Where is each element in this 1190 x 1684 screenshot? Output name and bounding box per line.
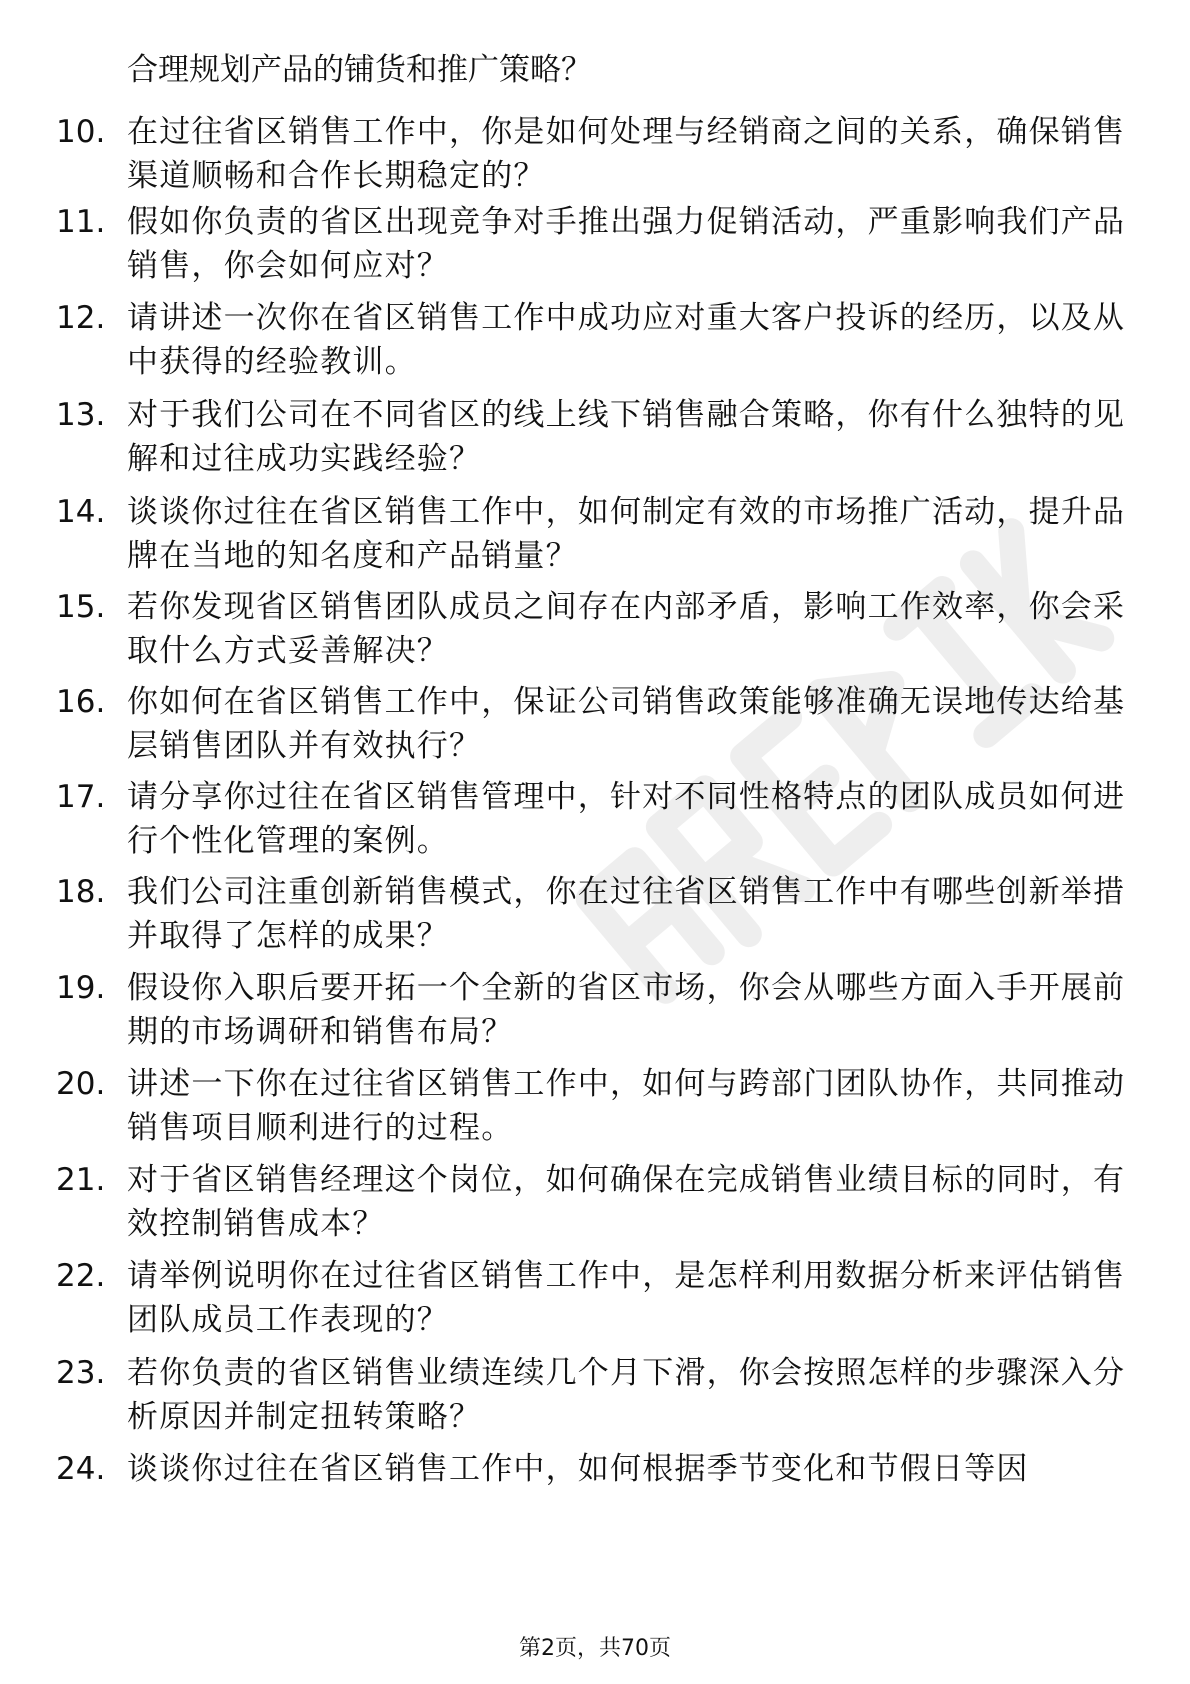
page-footer: 第2页，共70页 — [519, 1636, 671, 1661]
question-number: 20. — [56, 1066, 106, 1102]
question-number: 19. — [56, 970, 106, 1006]
question-number: 22. — [56, 1258, 106, 1294]
question-text: 讲述一下你在过往省区销售工作中，如何与跨部门团队协作，共同推动销售项目顺利进行的过程。 — [127, 1066, 1126, 1146]
question-text: 若你发现省区销售团队成员之间存在内部矛盾，影响工作效率，你会采取什么方式妥善解决？ — [127, 589, 1126, 669]
question-text: 你如何在省区销售工作中，保证公司销售政策能够准确无误地传达给基层销售团队并有效执行？ — [127, 684, 1126, 764]
question-number: 18. — [56, 874, 106, 910]
question-text: 谈谈你过往在省区销售工作中，如何制定有效的市场推广活动，提升品牌在当地的知名度和产品销量？ — [127, 494, 1126, 574]
question-number: 13. — [56, 397, 106, 433]
question-number: 14. — [56, 494, 106, 530]
question-number: 10. — [56, 114, 106, 150]
question-number: 21. — [56, 1162, 106, 1198]
question-number: 16. — [56, 684, 106, 720]
question-text: 谈谈你过往在省区销售工作中，如何根据季节变化和节假日等因 — [127, 1451, 1029, 1487]
question-text: 假设你入职后要开拓一个全新的省区市场，你会从哪些方面入手开展前期的市场调研和销售布局？ — [127, 970, 1126, 1050]
question-text: 对于省区销售经理这个岗位，如何确保在完成销售业绩目标的同时，有效控制销售成本？ — [127, 1162, 1126, 1242]
question-text: 我们公司注重创新销售模式，你在过往省区销售工作中有哪些创新举措并取得了怎样的成果？ — [127, 874, 1126, 954]
question-number: 24. — [56, 1451, 106, 1487]
question-number: 11. — [56, 204, 106, 240]
question-number: 15. — [56, 589, 106, 625]
question-text: 若你负责的省区销售业绩连续几个月下滑，你会按照怎样的步骤深入分析原因并制定扭转策略？ — [127, 1355, 1126, 1435]
question-text: 在过往省区销售工作中，你是如何处理与经销商之间的关系，确保销售渠道顺畅和合作长期稳定的？ — [127, 114, 1126, 194]
question-number: 17. — [56, 779, 106, 815]
continuation-text: 合理规划产品的铺货和推广策略？ — [127, 52, 592, 88]
question-text: 请讲述一次你在省区销售工作中成功应对重大客户投诉的经历，以及从中获得的经验教训。 — [127, 300, 1126, 380]
question-number: 12. — [56, 300, 106, 336]
question-text: 请举例说明你在过往省区销售工作中，是怎样利用数据分析来评估销售团队成员工作表现的？ — [127, 1258, 1126, 1338]
question-number: 23. — [56, 1355, 106, 1391]
question-text: 对于我们公司在不同省区的线上线下销售融合策略，你有什么独特的见解和过往成功实践经验？ — [127, 397, 1126, 477]
question-text: 假如你负责的省区出现竞争对手推出强力促销活动，严重影响我们产品销售，你会如何应对？ — [127, 204, 1126, 284]
question-text: 请分享你过往在省区销售管理中，针对不同性格特点的团队成员如何进行个性化管理的案例。 — [127, 779, 1126, 859]
